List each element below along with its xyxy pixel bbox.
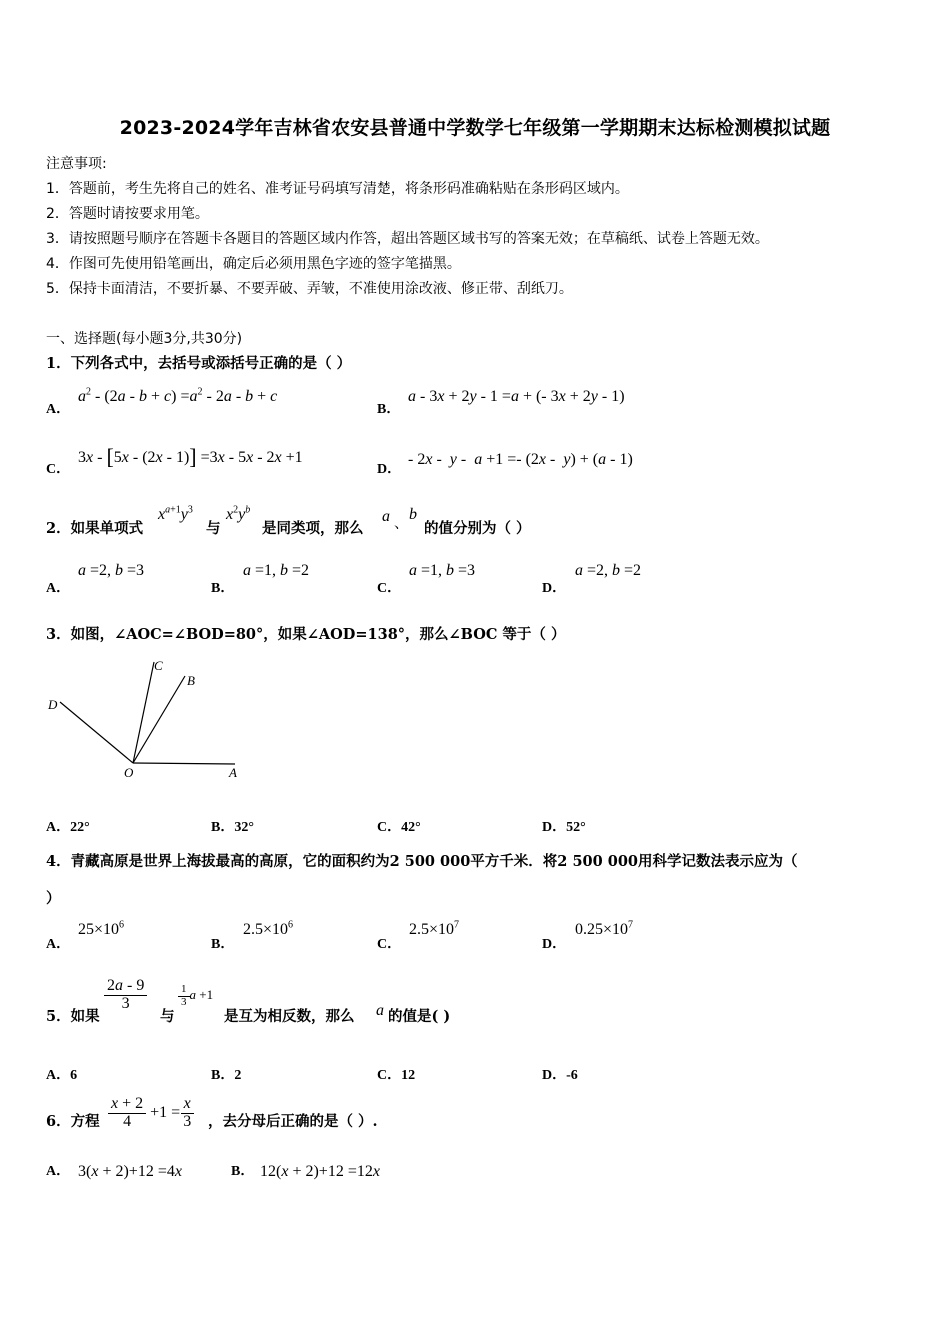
q5-option-a: A．6	[46, 1068, 78, 1083]
q6-equation: $\frac{x + 2}{4}$ +1 = $\frac{x}{3}$	[108, 1096, 194, 1131]
point-c-label: C	[154, 658, 163, 673]
note-item: 1．答题前，考生先将自己的姓名、准考证号码填写清楚，将条形码准确粘贴在条形码区域内。	[46, 181, 629, 197]
q5-var-a: a	[376, 1002, 384, 1019]
q6-option-b-formula: 12(x + 2)+12 =12x	[260, 1163, 380, 1180]
q2-option-b-formula: a =1, b =2	[243, 562, 310, 579]
q2-option-d-formula: a =2, b =2	[575, 562, 642, 579]
option-label: C．	[377, 581, 402, 596]
question-5-stem-mid: 与	[160, 1008, 175, 1025]
q2-separator: 、	[394, 516, 409, 532]
option-label: A．	[46, 402, 71, 417]
q1-option-b-formula: a - 3x + 2y - 1 =a + (- 3x + 2y - 1)	[408, 388, 625, 405]
angle-figure	[40, 650, 250, 785]
ray-ob	[133, 676, 185, 763]
notes-heading: 注意事项:	[46, 156, 107, 172]
ray-oa	[133, 763, 235, 764]
q4-option-c-formula: $2.5\times 10^7$	[409, 919, 460, 938]
q2-monomial-1: $x^{a+1}y^3$	[158, 504, 193, 523]
option-label: C．	[377, 937, 402, 952]
q3-option-d: D．52°	[542, 820, 586, 835]
question-6-stem-end: ，去分母后正确的是（ ）.	[208, 1113, 378, 1130]
q2-option-c-formula: a =1, b =3	[409, 562, 476, 579]
option-label: A．	[46, 937, 71, 952]
note-item: 5．保持卡面清洁，不要折暴、不要弄破、弄皱，不准使用涂改液、修正带、刮纸刀。	[46, 281, 573, 297]
option-label: B．	[377, 402, 401, 417]
option-label: B．	[231, 1164, 255, 1179]
note-item: 2．答题时请按要求用笔。	[46, 206, 209, 222]
question-5-stem-tail: 的值是( )	[388, 1008, 451, 1025]
q5-fraction-expression: $\frac{2a - 9}{3}$	[104, 978, 147, 1013]
question-2-stem-end: 的值分别为（ ）	[424, 520, 531, 537]
ray-oc	[133, 662, 154, 763]
q4-option-d-formula: $0.25\times 10^7$	[575, 919, 634, 938]
q1-option-d-formula: - 2x - y - a +1 =- (2x - y) + (a - 1)	[408, 451, 633, 468]
point-a-label: A	[229, 765, 237, 780]
q2-var-b: b	[409, 506, 417, 523]
option-label: D．	[377, 462, 402, 477]
option-label: B．	[211, 581, 235, 596]
question-2-stem-mid2: 是同类项，那么	[262, 520, 364, 537]
option-label: A．	[46, 581, 71, 596]
q4-option-b-formula: $2.5\times 10^6$	[243, 919, 294, 938]
q5-second-expression: $\frac{1}{3}$ a +1	[178, 984, 213, 1008]
q3-option-b: B．32°	[211, 820, 254, 835]
q2-option-a-formula: a =2, b =3	[78, 562, 145, 579]
ray-od	[60, 702, 133, 763]
q1-option-c-formula: 3x - [5x - (2x - 1)] =3x - 5x - 2x +1	[78, 444, 303, 469]
q5-option-c: C．12	[377, 1068, 416, 1083]
q3-option-c: C．42°	[377, 820, 421, 835]
q4-option-a-formula: $25\times 10^6$	[78, 919, 125, 938]
question-5-stem-start: 5．如果	[46, 1008, 100, 1025]
q5-option-b: B．2	[211, 1068, 242, 1083]
option-label: A．	[46, 1164, 71, 1179]
question-1-stem: 1．下列各式中，去括号或添括号正确的是（ ）	[46, 355, 352, 372]
question-6-stem-start: 6．方程	[46, 1113, 100, 1130]
note-item: 4．作图可先使用铅笔画出，确定后必须用黑色字迹的签字笔描黑。	[46, 256, 461, 272]
question-5-stem-end: 是互为相反数，那么	[224, 1008, 355, 1025]
q2-var-a: a	[382, 508, 390, 525]
option-label: D．	[542, 581, 567, 596]
question-3-stem: 3．如图，∠AOC=∠BOD=80°，如果∠AOD=138°，那么∠BOC 等于（ ）	[46, 626, 566, 643]
section-heading: 一、选择题(每小题3分,共30分)	[46, 331, 243, 347]
note-item: 3．请按照题号顺序在答题卡各题目的答题区域内作答，超出答题区域书写的答案无效；在草稿纸、试卷上答题无效。	[46, 231, 769, 247]
point-d-label: D	[48, 697, 58, 712]
point-b-label: B	[187, 673, 195, 688]
question-2-stem-mid1: 与	[206, 520, 221, 537]
option-label: C．	[46, 462, 71, 477]
question-4-stem: 4．青藏高原是世界上海拔最高的高原，它的面积约为2 500 000平方千米．将2 500 000用科学记数法表示应为（	[46, 853, 798, 870]
page-title: 2023-2024学年吉林省农安县普通中学数学七年级第一学期期末达标检测模拟试题	[119, 117, 831, 139]
q5-option-d: D．-6	[542, 1068, 578, 1083]
q6-option-a-formula: 3(x + 2)+12 =4x	[78, 1163, 182, 1180]
q2-monomial-2: $x^2y^b$	[226, 504, 251, 523]
question-4-stem-end: ）	[46, 890, 61, 907]
q1-option-a-formula: $a^2 - (2a - b + c) =a^2 - 2a - b + c$	[78, 386, 278, 405]
point-o-label: O	[124, 765, 134, 780]
q3-option-a: A．22°	[46, 820, 90, 835]
question-2-stem-start: 2．如果单项式	[46, 520, 144, 537]
option-label: B．	[211, 937, 235, 952]
option-label: D．	[542, 937, 567, 952]
